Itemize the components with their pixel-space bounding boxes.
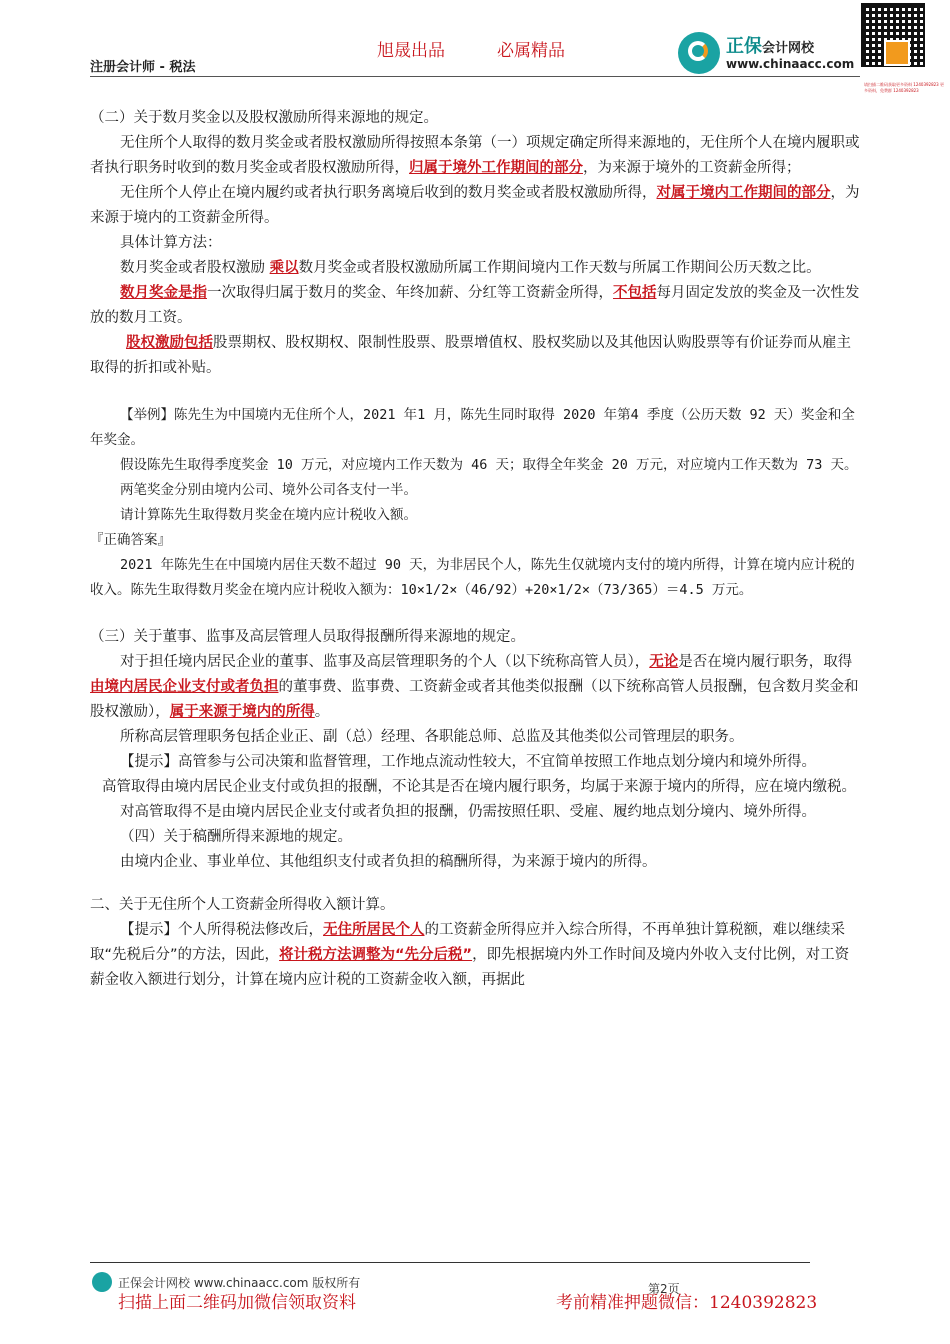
header-slogan-1: 旭晟出品 (377, 41, 445, 61)
highlight-text: 对属于境内工作期间的部分 (656, 185, 831, 201)
document-body (90, 106, 860, 993)
page-header (0, 0, 950, 93)
tip-paragraph: 【提示】高管参与公司决策和监督管理，工作地点流动性较大，不宜简单按照工作地点划分境内和境外所得。 (120, 754, 816, 770)
highlight-text: 由境内居民企业支付或者负担 (90, 679, 279, 695)
paragraph: 数月奖金是指一次取得归属于数月的奖金、年终加薪、分红等工资薪金所得，不包括每月固定发放的奖金及一次性发放的数月工资。 (90, 285, 860, 326)
section-heading-2: （二）关于数月奖金以及股权激励所得来源地的规定。 (90, 110, 438, 126)
highlight-text: 数月奖金是指 (120, 285, 207, 301)
paragraph: 对于担任境内居民企业的董事、监事及高层管理职务的个人（以下统称高管人员），无论是否在境内履行职务，取得 由境内居民企业支付或者负担的董事费、监事费、工资薪金或者其他类似报酬（以下统称高管人员报酬，包含数月奖金和股权激励），属于来源于境内的所得。 (90, 654, 859, 720)
qr-center-logo-icon (884, 40, 910, 66)
highlight-text: 将计税方法调整为“先分后税” (279, 947, 473, 963)
paragraph: 所称高层管理职务包括企业正、副（总）经理、各职能总师、总监及其他类似公司管理层的职务。 (120, 729, 744, 745)
example-block (90, 403, 860, 603)
logo-emblem-icon (678, 32, 720, 74)
highlight-text: 属于来源于境内的所得 (169, 704, 315, 720)
section-heading-main: 二、关于无住所个人工资薪金所得收入额计算。 (90, 897, 395, 913)
highlight-text: 乘以 (269, 260, 299, 276)
header-slogan-2: 必属精品 (497, 41, 565, 61)
footer-divider (90, 1262, 810, 1263)
example-question: 两笔奖金分别由境内公司、境外公司各支付一半。 (120, 482, 417, 498)
footer-promo-left: 扫描上面二维码加微信领取资料 (118, 1293, 356, 1313)
course-title: 注册会计师 - 税法 (90, 60, 196, 75)
example-question: 请计算陈先生取得数月奖金在境内应计税收入额。 (120, 507, 417, 523)
paragraph: 高管取得由境内居民企业支付或负担的报酬，不论其是否在境内履行职务，均属于来源于境内的所得，应在境内缴税。 (102, 779, 856, 795)
highlight-text: 股权激励包括 (126, 335, 213, 351)
paragraph: 股权激励包括股票期权、股权期权、限制性股票、股票增值权、股权奖励以及其他因认购股票等有价证券而从雇主取得的折扣或补贴。 (90, 335, 851, 376)
example-question: 假设陈先生取得季度奖金 10 万元，对应境内工作天数为 46 天；取得全年奖金 20 万元，对应境内工作天数为 73 天。 (120, 457, 858, 473)
example-question: 【举例】陈先生为中国境内无住所个人，2021 年1 月，陈先生同时取得 2020 年第4 季度（公历天数 92 天）奖金和全年奖金。 (90, 407, 855, 448)
footer-promo-right: 考前精准押题微信：1240392823 (556, 1293, 818, 1313)
page-number: 第2页 (648, 1282, 680, 1296)
qr-caption: 请扫描二维码获取更多资料 1240392823 更多资料，免费群 1240392823 (864, 82, 944, 93)
paragraph: 数月奖金或者股权激励 乘以数月奖金或者股权激励所属工作期间境内工作天数与所属工作期间公历天数之比。 (120, 260, 821, 276)
paragraph: 具体计算方法： (120, 235, 222, 251)
footer-logo-icon (92, 1272, 112, 1292)
highlight-text: 不包括 (613, 285, 657, 301)
section-heading-3: （三）关于董事、监事及高层管理人员取得报酬所得来源地的规定。 (90, 629, 525, 645)
logo-url: www.chinaacc.com (726, 57, 855, 71)
paragraph: 无住所个人取得的数月奖金或者股权激励所得按照本条第（一）项规定确定所得来源地的，无住所个人在境内履职或者执行职务时收到的数月奖金或者股权激励所得，归属于境外工作期间的部分，为来源于境外的工资薪金所得； (90, 135, 860, 176)
paragraph: 无住所个人停止在境内履约或者执行职务离境后收到的数月奖金或者股权激励所得，对属于境内工作期间的部分，为来源于境内的工资薪金所得。 (90, 185, 860, 226)
paragraph: 对高管取得不是由境内居民企业支付或者负担的报酬，仍需按照任职、受雇、履约地点划分境内、境外所得。 (120, 804, 816, 820)
highlight-text: 归属于境外工作期间的部分 (409, 160, 583, 176)
answer-label: 『正确答案』 (90, 532, 171, 548)
highlight-text: 无住所居民个人 (323, 922, 425, 938)
header-divider (90, 76, 860, 77)
footer-copyright: 正保会计网校 www.chinaacc.com 版权所有 (118, 1276, 361, 1290)
logo-brand: 正保会计网校 (726, 36, 815, 57)
paragraph: 由境内企业、事业单位、其他组织支付或者负担的稿酬所得，为来源于境内的所得。 (120, 854, 657, 870)
highlight-text: 无论 (649, 654, 679, 670)
example-answer: 2021 年陈先生在中国境内居住天数不超过 90 天，为非居民个人，陈先生仅就境内支付的境内所得，计算在境内应计税的收入。陈先生取得数月奖金在境内应计税收入额为：10×1/2×（46/92）+20×1/2×（73/365）＝4.5 万元。 (90, 557, 855, 598)
chinaacc-logo (678, 30, 858, 78)
tip-paragraph: 【提示】个人所得税法修改后，无住所居民个人的工资薪金所得应并入综合所得，不再单独计算税额，难以继续采取“先税后分”的方法，因此，将计税方法调整为“先分后税”，即先根据境内外工作时间及境内外收入支付比例，对工资薪金收入额进行划分，计算在境内应计税的工资薪金收入额，再据此 (90, 922, 850, 988)
section-heading-4: （四）关于稿酬所得来源地的规定。 (120, 829, 352, 845)
